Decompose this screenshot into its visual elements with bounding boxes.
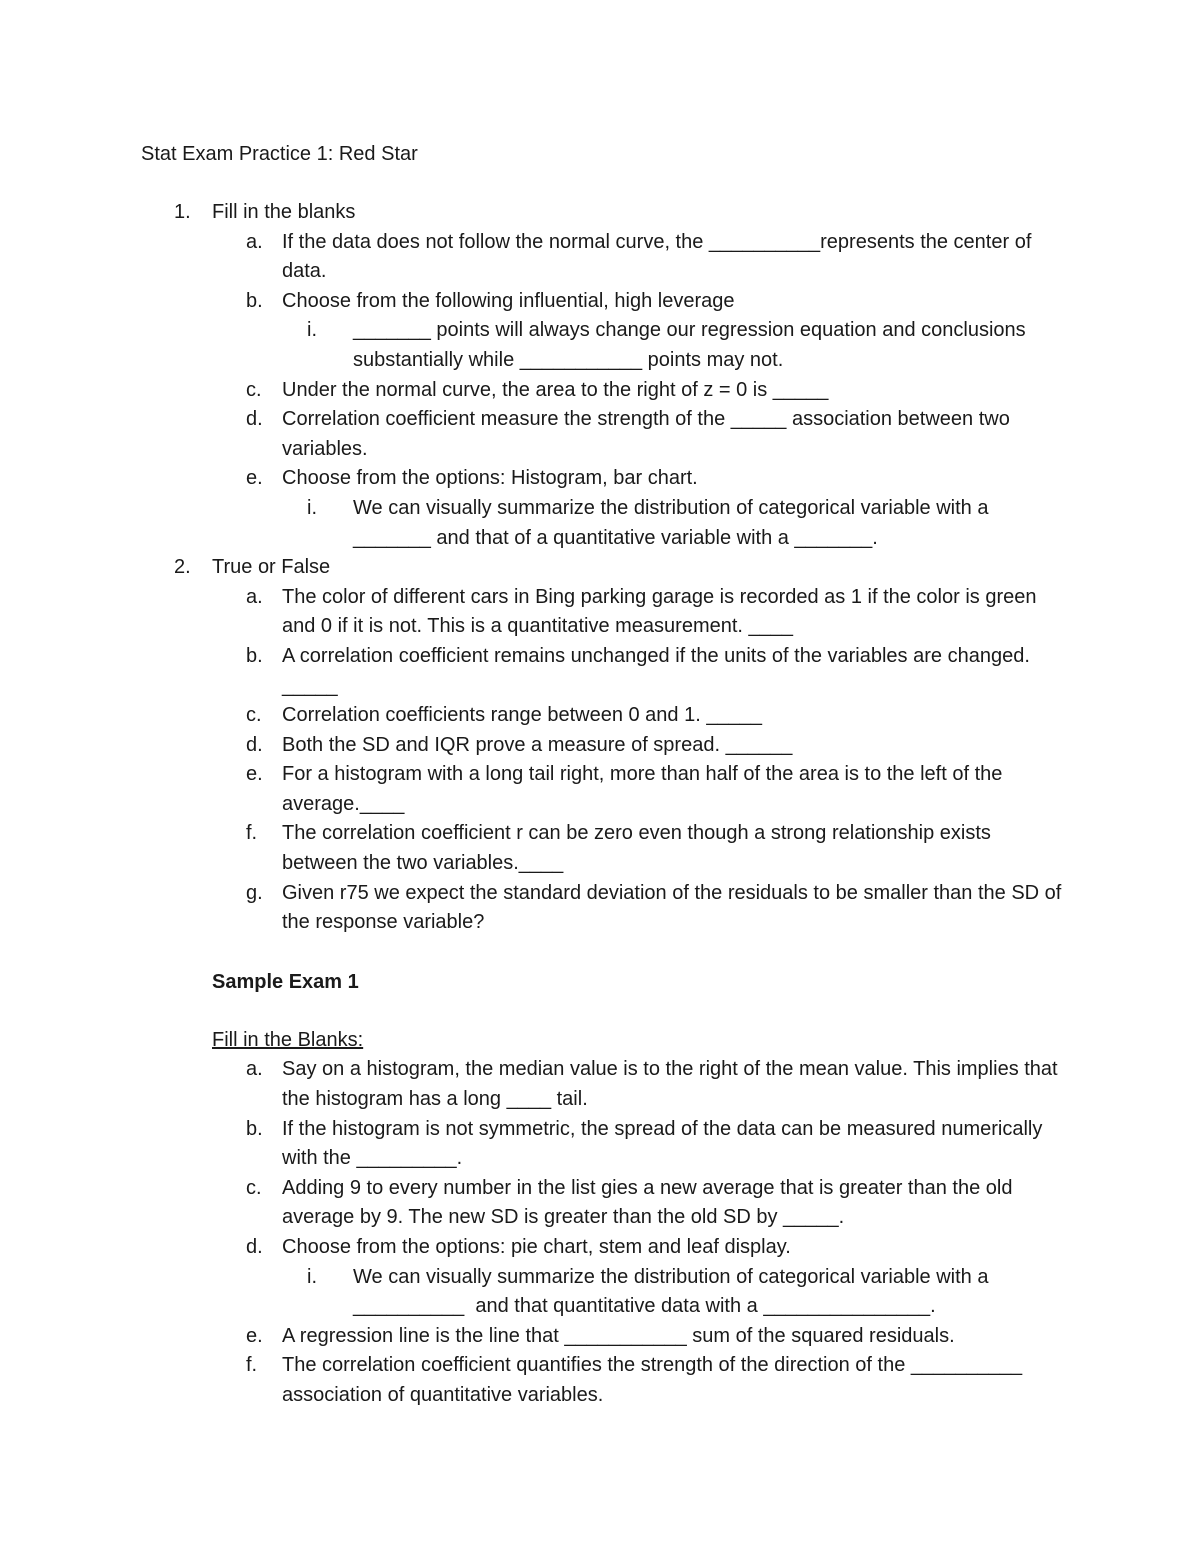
item-text: _______ points will always change our regression equation and conclusions substantially while ___________ points may not. bbox=[353, 319, 1032, 371]
document-title: Stat Exam Practice 1: Red Star bbox=[141, 143, 418, 165]
item-text: For a histogram with a long tail right, more than half of the area is to the left of the average.____ bbox=[282, 763, 1008, 815]
sample-item-b bbox=[141, 1115, 1071, 1174]
item-marker: c. bbox=[246, 1176, 262, 1199]
item-marker: i. bbox=[307, 319, 317, 342]
item-marker: c. bbox=[246, 378, 262, 401]
item-text: If the data does not follow the normal curve, the __________represents the center of data. bbox=[282, 230, 1037, 283]
sample-item-d-i bbox=[141, 1263, 1071, 1322]
question-text: Fill in the blanks bbox=[212, 201, 356, 223]
q2-item-f bbox=[141, 819, 1071, 878]
item-marker: i. bbox=[307, 1265, 317, 1288]
question-number: 1. bbox=[174, 201, 191, 223]
item-text: Choose from the options: pie chart, stem and leaf display. bbox=[282, 1236, 791, 1258]
sample-item-a bbox=[141, 1055, 1071, 1114]
item-marker: d. bbox=[246, 408, 263, 431]
item-text: Both the SD and IQR prove a measure of spread. ______ bbox=[282, 733, 793, 756]
item-marker: e. bbox=[246, 763, 263, 786]
item-text: Choose from the options: Histogram, bar chart. bbox=[282, 467, 698, 490]
item-marker: f. bbox=[246, 1354, 258, 1377]
item-text: We can visually summarize the distribution of categorical variable with a __________ and that quantitative data with a _______________. bbox=[353, 1265, 995, 1318]
q1-item-e-i bbox=[141, 494, 1071, 553]
sample-item-f bbox=[141, 1351, 1071, 1410]
item-text: A regression line is the line that ___________ sum of the squared residuals. bbox=[282, 1324, 955, 1347]
item-marker: d. bbox=[246, 1236, 263, 1258]
item-text: Given r75 we expect the standard deviation of the residuals to be smaller than the SD of the response variable? bbox=[282, 881, 1067, 934]
item-text: The correlation coefficient quantifies the strength of the direction of the __________ association of quantitative variables. bbox=[282, 1354, 1028, 1406]
item-marker: b. bbox=[246, 644, 263, 667]
q1-item-b bbox=[141, 287, 1071, 317]
q1-item-b-i bbox=[141, 316, 1071, 375]
document-body bbox=[141, 139, 1071, 1411]
spacer bbox=[141, 938, 1071, 967]
question-number: 2. bbox=[174, 556, 191, 579]
spacer bbox=[141, 169, 1071, 198]
item-marker: b. bbox=[246, 289, 263, 312]
item-text: Under the normal curve, the area to the right of z = 0 is _____ bbox=[282, 378, 829, 401]
q2-item-g bbox=[141, 879, 1071, 938]
item-marker: a. bbox=[246, 230, 263, 253]
sample-exam-heading: Sample Exam 1 bbox=[212, 970, 359, 993]
q2-item-c bbox=[141, 701, 1071, 731]
q2-item-e bbox=[141, 760, 1071, 819]
question-2 bbox=[141, 553, 1071, 583]
item-marker: e. bbox=[246, 1324, 263, 1347]
q1-item-e bbox=[141, 464, 1071, 494]
question-text: True or False bbox=[212, 556, 331, 579]
q1-item-c bbox=[141, 376, 1071, 406]
item-marker: a. bbox=[246, 1058, 263, 1081]
item-text: A correlation coefficient remains unchanged if the units of the variables are changed. _____ bbox=[282, 644, 1036, 697]
item-marker: d. bbox=[246, 733, 263, 756]
q1-item-d bbox=[141, 405, 1071, 464]
q2-item-d bbox=[141, 731, 1071, 761]
item-text: The correlation coefficient r can be zero even though a strong relationship exists between the two variables.____ bbox=[282, 822, 997, 875]
sample-item-c bbox=[141, 1174, 1071, 1233]
item-marker: i. bbox=[307, 496, 317, 519]
q2-item-a bbox=[141, 583, 1071, 642]
q2-item-b bbox=[141, 642, 1071, 701]
item-marker: c. bbox=[246, 704, 262, 727]
question-1 bbox=[141, 198, 1071, 228]
item-marker: e. bbox=[246, 467, 263, 490]
sample-item-d bbox=[141, 1233, 1071, 1263]
item-marker: b. bbox=[246, 1117, 263, 1140]
item-text: Correlation coefficients range between 0 and 1. _____ bbox=[282, 704, 762, 727]
item-marker: f. bbox=[246, 822, 258, 845]
item-text: The color of different cars in Bing parking garage is recorded as 1 if the color is green and 0 if it is not. This is a quantitative measurement. ____ bbox=[282, 585, 1043, 638]
item-marker: g. bbox=[246, 881, 263, 904]
fill-in-blanks-subheading: Fill in the Blanks: bbox=[212, 1028, 364, 1051]
spacer bbox=[141, 997, 1071, 1026]
item-text: Say on a histogram, the median value is to the right of the mean value. This implies that the histogram has a long ____ tail. bbox=[282, 1058, 1064, 1111]
item-text: Choose from the following influential, high leverage bbox=[282, 289, 735, 312]
item-text: We can visually summarize the distribution of categorical variable with a _______ and that of a quantitative variable with a _______. bbox=[353, 496, 995, 549]
item-text: Correlation coefficient measure the strength of the _____ association between two variables. bbox=[282, 408, 1016, 460]
item-text: If the histogram is not symmetric, the spread of the data can be measured numerically with the _________. bbox=[282, 1117, 1048, 1170]
item-text: Adding 9 to every number in the list gies a new average that is greater than the old average by 9. The new SD is greater than the old SD by _____. bbox=[282, 1176, 1019, 1229]
q1-item-a bbox=[141, 228, 1071, 287]
item-marker: a. bbox=[246, 585, 263, 608]
sample-item-e bbox=[141, 1322, 1071, 1352]
